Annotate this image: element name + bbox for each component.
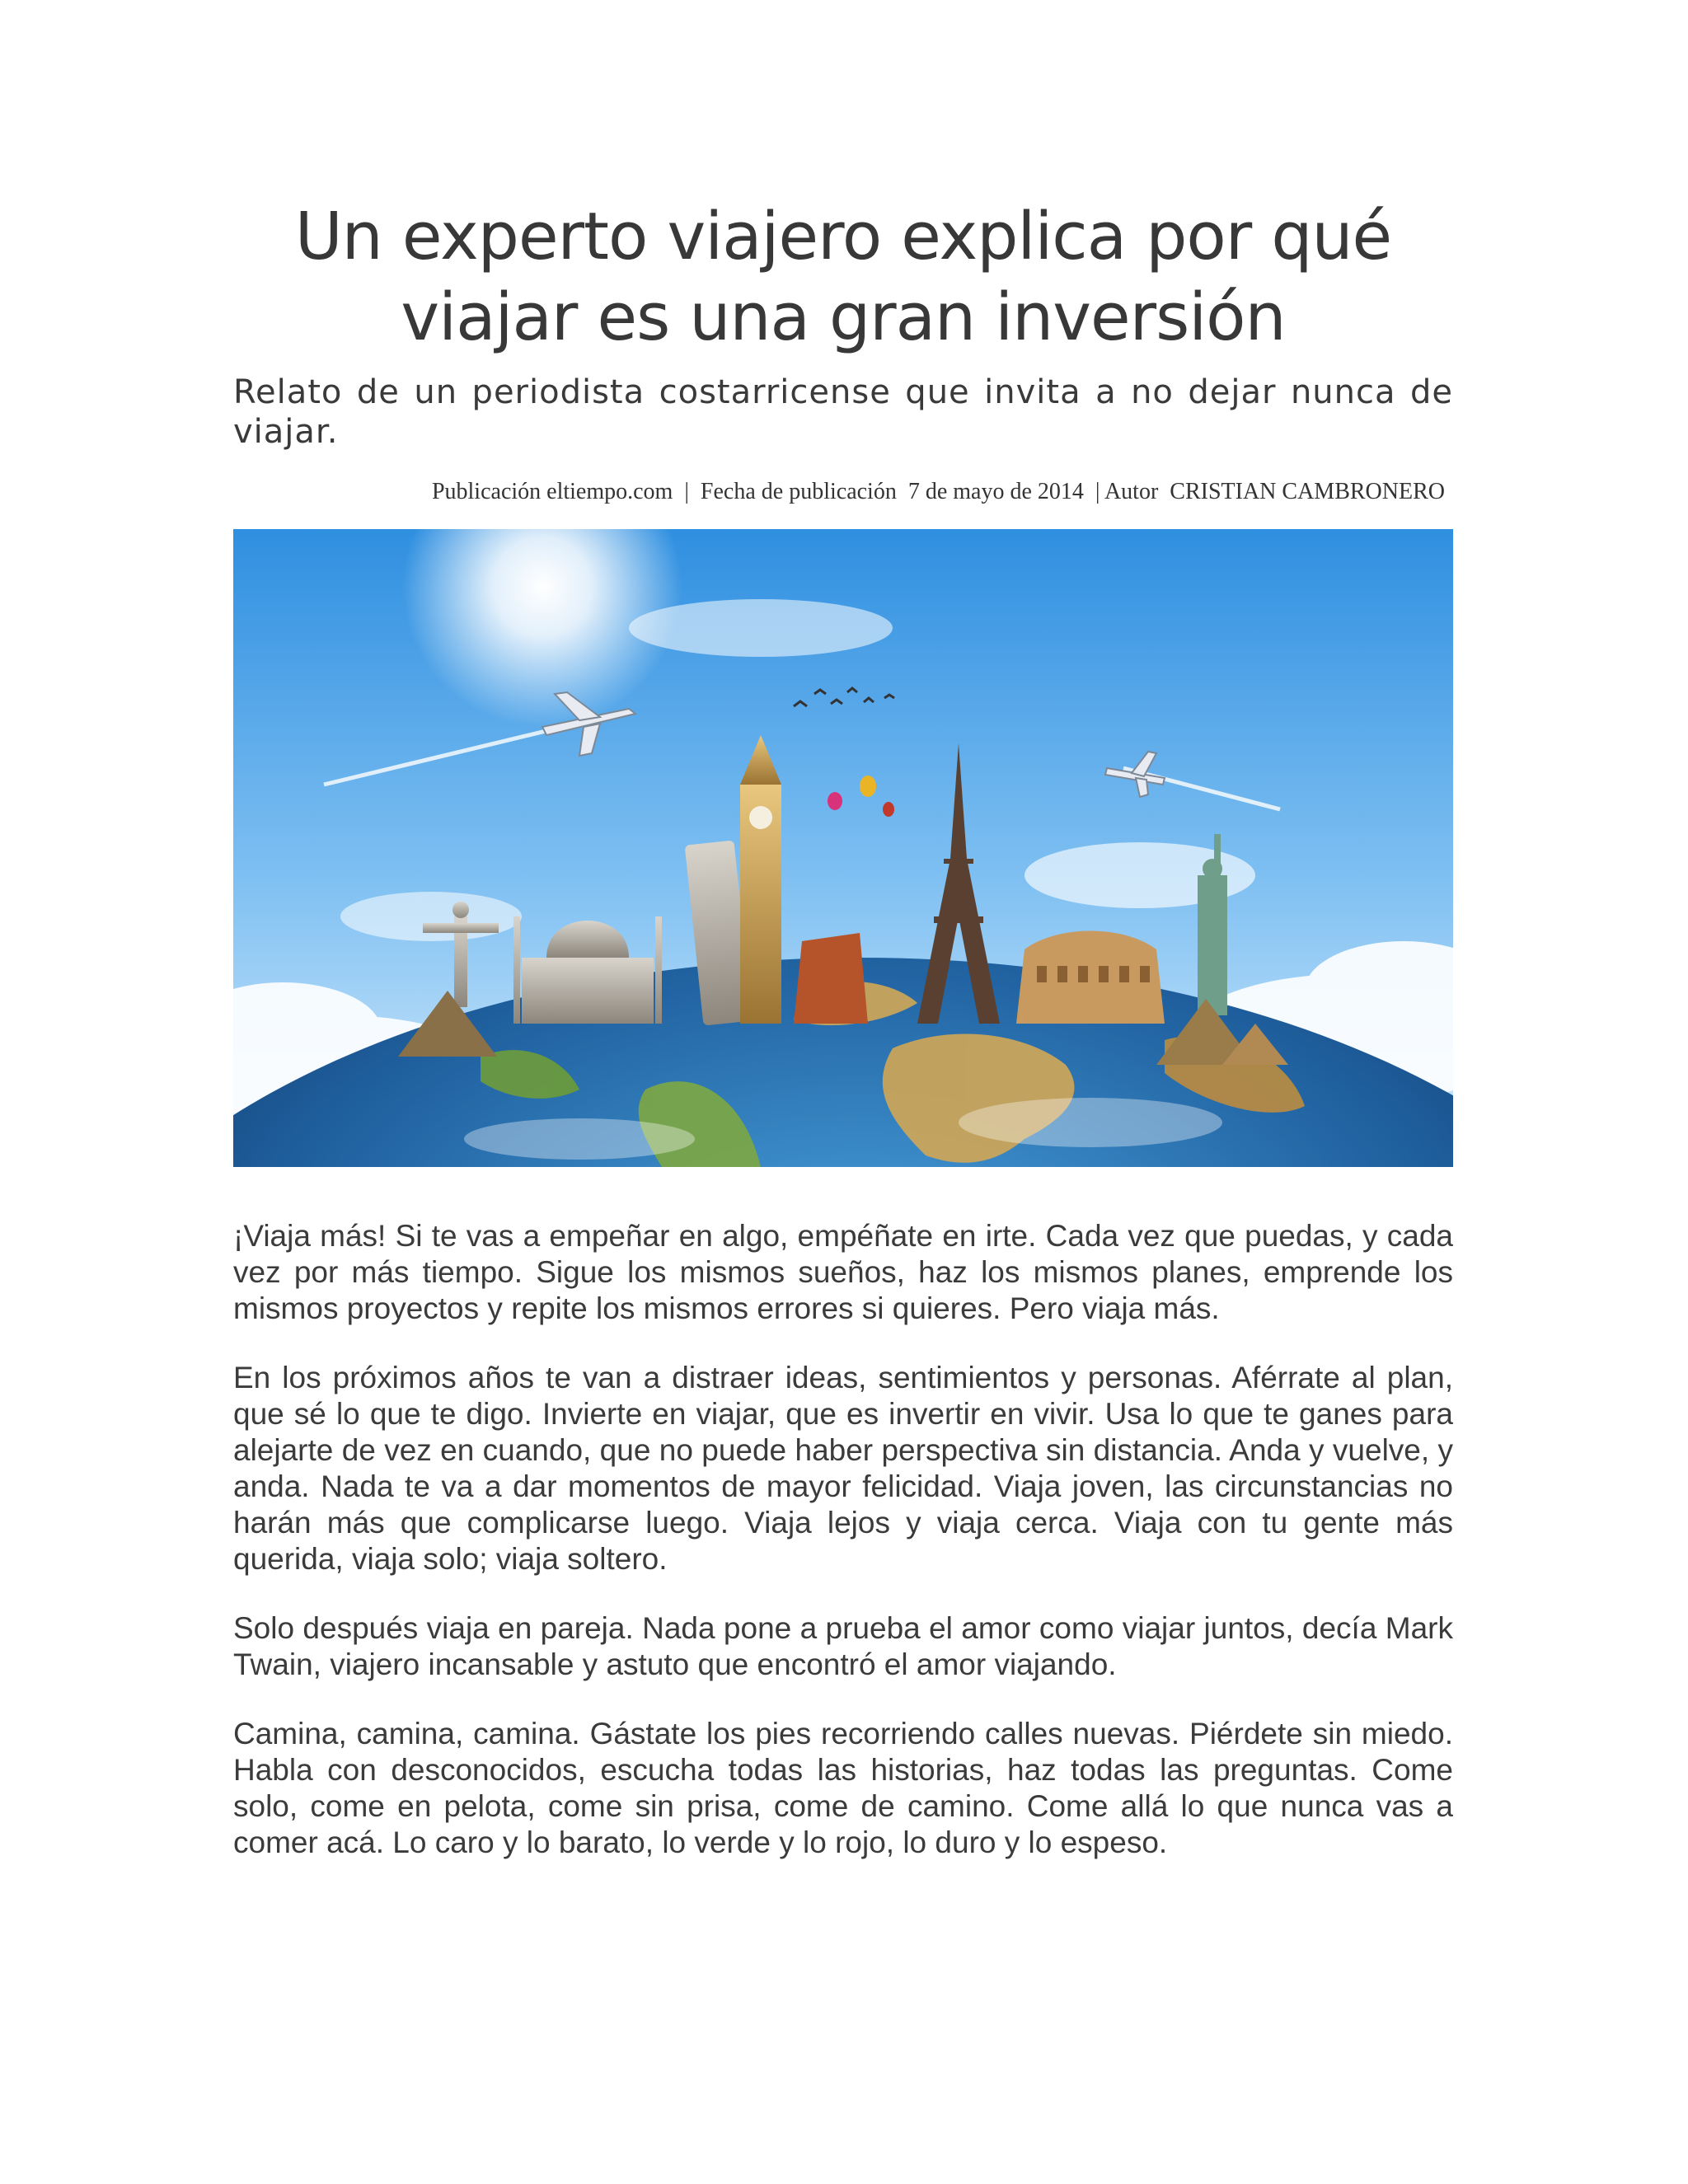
title-line-1: Un experto viajero explica por qué <box>294 199 1392 274</box>
paragraph-3: Solo después viaja en pareja. Nada pone a prueba el amor como viajar juntos, decía Mark Twain, viajero incansable y astuto que encontró el amor viajando. <box>233 1611 1453 1681</box>
paragraph-1: ¡Viaja más! Si te vas a empeñar en algo, empéñate en irte. Cada vez que puedas, y cada vez por más tiempo. Sigue los mismos sueños, haz los mismos planes, emprende los mismos proyectos y repite los mismos errores si quieres. Pero viaja más. <box>233 1219 1453 1325</box>
publication-meta: Publicación eltiempo.com | Fecha de publicación 7 de mayo de 2014 | Autor CRISTIAN CAMBRONERO <box>431 479 1445 504</box>
article-title <box>233 196 1453 358</box>
hero-image <box>233 529 1453 1167</box>
article-subtitle: Relato de un periodista costarricense que invita a no dejar nunca de viajar. <box>233 373 1453 451</box>
paragraph-4: Camina, camina, camina. Gástate los pies recorriendo calles nuevas. Piérdete sin miedo. Habla con desconocidos, escucha todas las historias, haz todas las preguntas. Come solo, come en pelota, come sin prisa, come de camino. Come allá lo que nunca vas a comer acá. Lo caro y lo barato, lo verde y lo rojo, lo duro y lo espeso. <box>233 1717 1453 1859</box>
title-line-2: viajar es una gran inversión <box>401 279 1286 355</box>
globe-landmarks-illustration <box>233 529 1453 1167</box>
paragraph-2: En los próximos años te van a distraer ideas, sentimientos y personas. Aférrate al plan, que sé lo que te digo. Invierte en viajar, que es invertir en vivir. Usa lo que te ganes para alejarte de vez en cuando, que no puede haber perspectiva sin distancia. Anda y vuelve, y anda. Nada te va a dar momentos de mayor felicidad. Viaja joven, las circunstancias no harán más que complicarse luego. Viaja lejos y viaja cerca. Viaja con tu gente más querida, viaja solo; viaja soltero. <box>233 1361 1453 1576</box>
article-body <box>233 1218 1453 1894</box>
